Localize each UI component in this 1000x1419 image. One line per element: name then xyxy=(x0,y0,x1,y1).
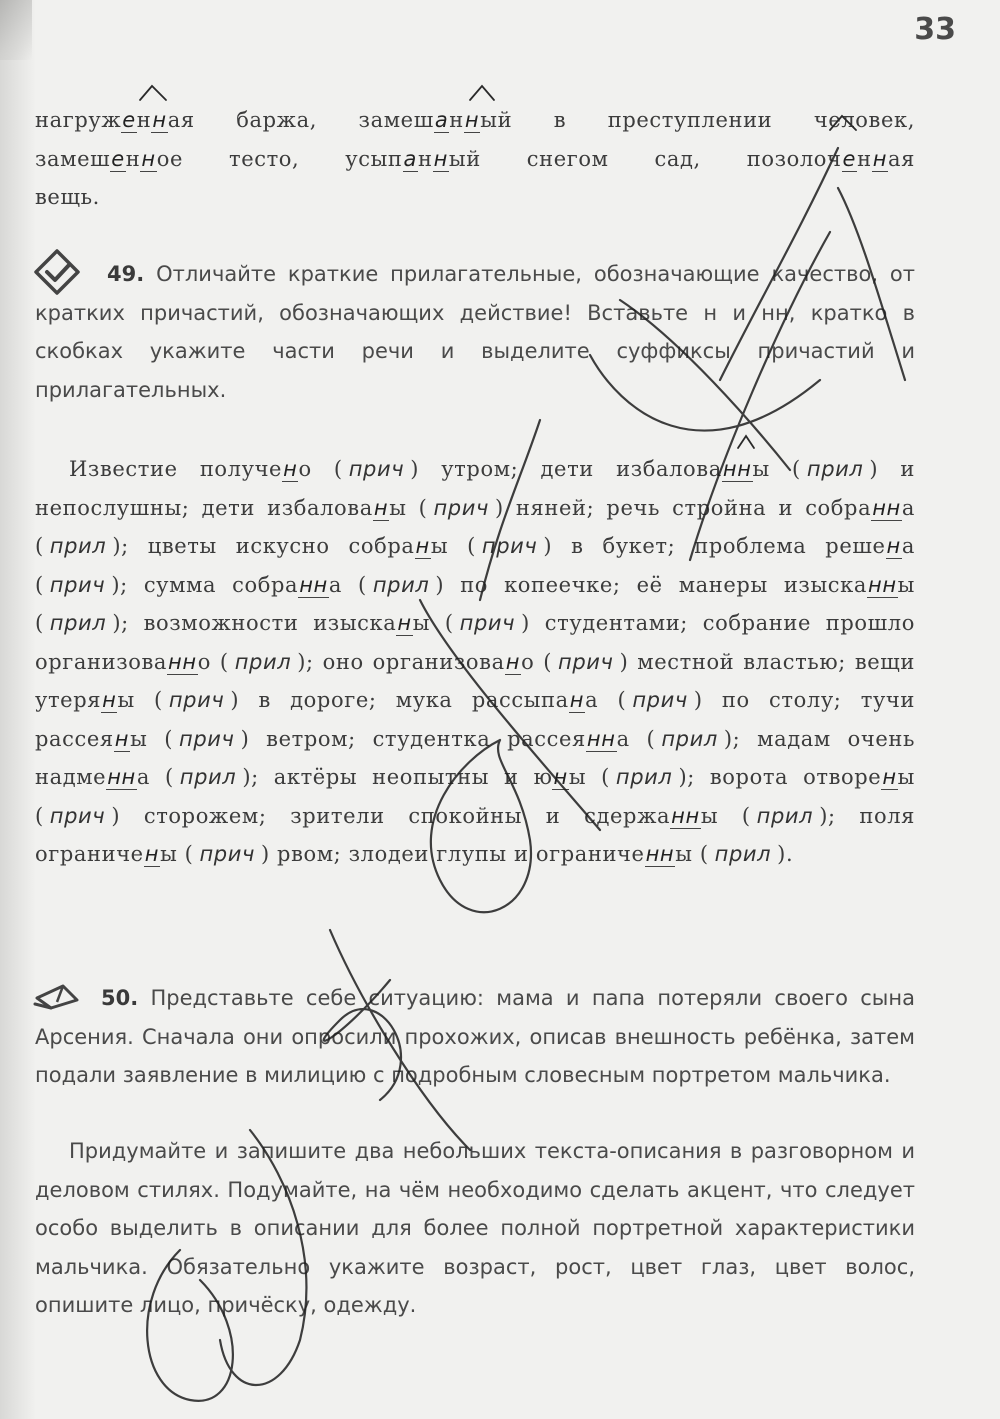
ex49-text-part: ) по столу; тучи рассея xyxy=(35,688,915,751)
exercise-50-instructions: Представьте себе ситуацию: мама и папа потеряли своего сына Арсения. Сначала они опросили прохожих, описав внешность ребёнка, затем подали заявление в милицию с подробным словесным портретом мальчика. xyxy=(35,986,915,1087)
ex49-text-part: ); мадам очень надме xyxy=(35,726,915,789)
exercise-50-task-2: Придумайте и запишите два небольших текста-описания в разговорном и деловом стилях. Подумайте, на чём необходимо сделать акцент, что следует особо выделить в описании для более полной портретной характеристики мальчика. Обязательно укажите возраст, рост, цвет глаз, цвет волос, опишите лицо, причёску, одежду. xyxy=(35,1139,915,1317)
ex49-text-part: о ( xyxy=(521,649,553,674)
ex49-handwritten-note: прич xyxy=(433,495,489,520)
ex49-text-part: ) утром; дети избалова xyxy=(410,457,722,481)
ex49-handwritten-note: прич xyxy=(348,457,405,481)
ex49-text-part: ы ( xyxy=(675,842,709,866)
ex49-text-part: ) и непослушны; дети избалова xyxy=(35,457,915,520)
ex49-inserted-letters: н xyxy=(505,649,521,674)
ex49-text-part: ) рвом; злодеи глупы и ограниче xyxy=(260,842,645,866)
ex49-text-part: а ( xyxy=(35,534,915,597)
ex49-text-part: ы ( xyxy=(752,457,801,481)
ex49-inserted-letters: н xyxy=(882,765,897,789)
top-text-line-3: вещь. xyxy=(35,185,100,209)
ex49-text-part: а ( xyxy=(585,688,627,712)
ex49-inserted-letters: нн xyxy=(299,572,328,597)
ex49-handwritten-note: прич xyxy=(481,534,538,558)
ex49-handwritten-note: прил xyxy=(615,765,673,789)
ex49-text-part: ы ( xyxy=(117,688,163,712)
ex49-text-part: ) студентами; собрание прошло организова xyxy=(35,611,915,674)
top-text-line-1: нагруженная баржа, замешанный в преступлении человек, xyxy=(35,108,915,132)
top-text xyxy=(35,101,915,217)
ex49-text-part: ); ворота отворе xyxy=(678,765,882,789)
exercise-49-body xyxy=(35,450,915,874)
ex49-inserted-letters: н xyxy=(553,765,568,789)
ex49-text-part: ) в букет; проблема реше xyxy=(543,534,886,558)
ex49-inserted-letters: н xyxy=(114,726,130,751)
ex49-inserted-letters: н xyxy=(397,611,412,635)
ex49-text-part: ы ( xyxy=(412,611,454,635)
ex49-text-part: а ( xyxy=(35,495,916,558)
ex49-text-part: а ( xyxy=(328,572,367,597)
ex49-inserted-letters: н xyxy=(283,457,298,481)
ex49-inserted-letters: нн xyxy=(722,457,752,481)
ex49-text-part: ы ( xyxy=(160,842,194,866)
ex49-handwritten-note: прич xyxy=(632,688,688,712)
ex49-text-part: ). xyxy=(777,842,794,866)
corner-mark xyxy=(0,0,32,60)
ex49-handwritten-note: прил xyxy=(372,572,430,597)
ex49-handwritten-note: прич xyxy=(168,688,225,712)
ex49-text-part: ы ( xyxy=(700,803,751,828)
ex49-text-part: ) ветром; студентка рассея xyxy=(240,726,586,751)
ex49-text-part: ); цветы искусно собра xyxy=(112,534,415,558)
ex49-handwritten-note: прич xyxy=(179,726,235,751)
ex49-handwritten-note: прич xyxy=(558,649,614,674)
ex49-text-part: о ( xyxy=(197,649,229,674)
ex49-text-part: ); оно организова xyxy=(297,649,505,674)
ex49-text-part: ) местной властью; вещи утеря xyxy=(35,649,915,712)
top-text-line-2: замешенное тесто, усыпанный снегом сад, позолоченная xyxy=(35,146,915,171)
ex49-text-part: ) сторожем; зрители спокойны и сдержа xyxy=(111,803,671,828)
ex49-handwritten-note: прил xyxy=(49,611,107,635)
ex49-inserted-letters: нн xyxy=(872,495,901,520)
ex49-text-part: ); сумма собра xyxy=(111,572,299,597)
page-number: 33 xyxy=(914,12,956,47)
ex49-inserted-letters: н xyxy=(569,688,585,712)
ex49-inserted-letters: н xyxy=(886,534,901,558)
ex49-handwritten-note: прил xyxy=(806,457,864,481)
ex49-text-part: ы ( xyxy=(35,572,915,635)
ex49-inserted-letters: нн xyxy=(586,726,616,751)
ex49-text-part: ы ( xyxy=(389,495,428,520)
exercise-50-number: 50. xyxy=(101,986,139,1010)
ex49-inserted-letters: нн xyxy=(107,765,136,789)
exercise-50-task xyxy=(35,979,915,1095)
ex49-inserted-letters: нн xyxy=(168,649,197,674)
ex49-inserted-letters: н xyxy=(144,842,160,866)
ex49-handwritten-note: прич xyxy=(49,572,106,597)
ex49-text-part: ); актёры неопытны и ю xyxy=(242,765,553,789)
ex49-handwritten-note: прич xyxy=(459,611,516,635)
ex49-inserted-letters: н xyxy=(415,534,430,558)
ex49-text-part: ы ( xyxy=(568,765,610,789)
ex49-text-part: Известие получе xyxy=(69,457,283,481)
exercise-49-task xyxy=(35,255,915,409)
ex49-text-part: а ( xyxy=(616,726,656,751)
ex49-handwritten-note: прил xyxy=(234,649,292,674)
ex49-handwritten-note: прил xyxy=(756,803,814,828)
ex49-inserted-letters: н xyxy=(102,688,117,712)
ex49-handwritten-note: прил xyxy=(179,765,237,789)
ex49-handwritten-note: прил xyxy=(661,726,718,751)
ex49-text-part: а ( xyxy=(136,765,174,789)
ex49-text-part: ); поля ограниче xyxy=(35,803,916,866)
ex49-text-part: о ( xyxy=(298,457,343,481)
exercise-49-instructions: Отличайте краткие прилагательные, обозначающие качество, от кратких причастий, обозначающих действие! Вставьте н и нн, кратко в скобках укажите части речи и выделите суффиксы причастий и прилагательных. xyxy=(35,262,915,402)
ex49-text-part: ы ( xyxy=(130,726,174,751)
ex49-inserted-letters: н xyxy=(373,495,389,520)
ex49-text-part: ) по копеечке; её манеры изыска xyxy=(435,572,867,597)
ex49-handwritten-note: прил xyxy=(49,534,107,558)
page-edge-shade xyxy=(0,0,36,1419)
ex49-inserted-letters: нн xyxy=(671,803,700,828)
ex49-handwritten-note: прил xyxy=(714,842,772,866)
ex49-text-part: ) в дороге; мука рассыпа xyxy=(230,688,569,712)
ex49-inserted-letters: нн xyxy=(645,842,675,866)
ex49-text-part: ы ( xyxy=(430,534,476,558)
ex49-handwritten-note: прич xyxy=(49,803,106,828)
ex49-handwritten-note: прич xyxy=(199,842,255,866)
ex49-text-part: ); возможности изыска xyxy=(112,611,397,635)
ex49-text-part: ) няней; речь стройна и собра xyxy=(494,495,872,520)
ex49-inserted-letters: нн xyxy=(868,572,897,597)
ex49-text-part: ы ( xyxy=(35,765,915,828)
exercise-49-number: 49. xyxy=(107,262,145,286)
